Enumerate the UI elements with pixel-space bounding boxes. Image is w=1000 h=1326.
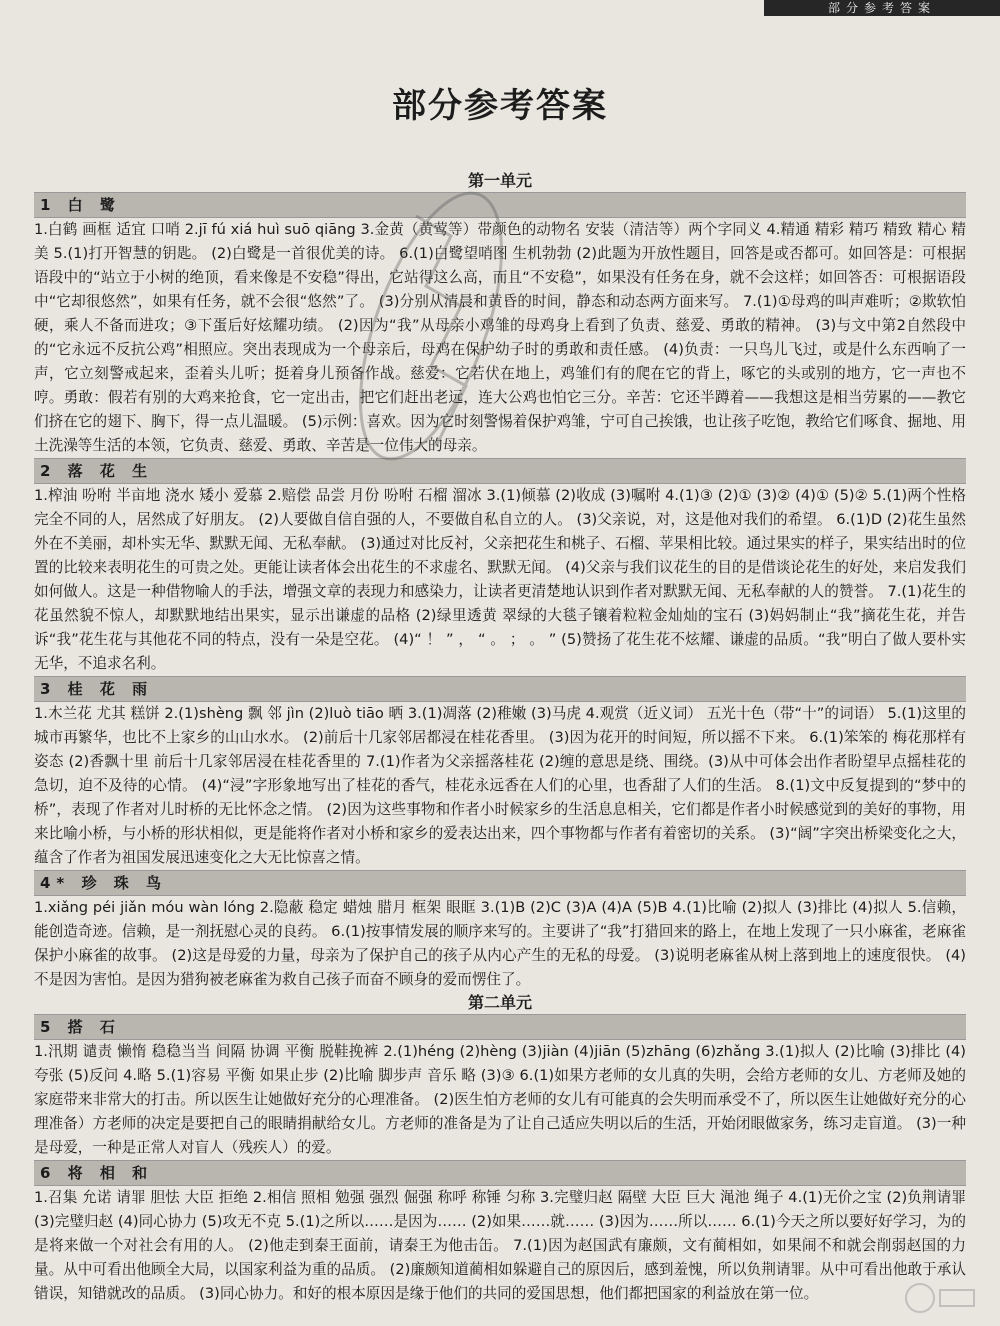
lesson-answer-text: 1.榨油 吩咐 半亩地 浇水 矮小 爱慕 2.赔偿 品尝 月份 吩咐 石榴 溜冰 3.(1)倾慕 (2)收成 (3)嘱咐 4.(1)③ (2)① (3)② (4)① (5)② 5.(1)两个性格完全不同的人，居然成了好朋友。 (2)人要做自信自强的人，不要做自私自立的人。 (3)父亲说，对，这是他对我们的希望。 6.(1)D (2)花生虽然外在不美丽，却朴实无华、默默无闻、无私奉献。 (3)通过对比反衬，父亲把花生和桃子、石榴、苹果相比较。通过果实的样子，果实结出时的位置的比较来表明花生的可贵之处。更能让读者体会出花生的不求虚名、默默无闻。 (4)父亲与我们议花生的目的是借谈论花生的好处，来启发我们如何做人。这是一种借物喻人的手法，增强文章的表现力和感染力，让读者更清楚地认识到作者对默默无闻、无私奉献的人的赞誉。 7.(1)花生的花虽然貌不惊人，却默默地结出果实，显示出谦虚的品格 (2)绿里透黄 翠绿的大毯子镶着粒粒金灿灿的宝石 (3)妈妈制止“我”摘花生花，并告诉“我”花生花与其他花不同的特点，没有一朵是空花。 (4)“ ！ ” ， “ 。 ； 。 ” (5)赞扬了花生花不炫耀、谦虚的品质。“我”明白了做人要朴实无华，不追求名利。 bbox=[34, 487, 966, 672]
lesson-answer-text: 1.召集 允诺 请罪 胆怯 大臣 拒绝 2.相信 照相 勉强 强烈 倔强 称呼 称锤 匀称 3.完璧归赵 隔壁 大臣 巨大 渑池 绳子 4.(1)无价之宝 (2)负荆请罪 (3)完璧归赵 (4)同心协力 (5)攻无不克 5.(1)之所以……是因为…… (2)如果……就…… (3)因为……所以…… 6.(1)今天之所以要好好学习，为的是将来做一个对社会有用的人。 (2)他走到秦王面前，请秦王为他击缶。 7.(1)因为赵国武有廉颇，文有蔺相如，如果闹不和就会削弱赵国的力量。从中可看出他顾全大局，以国家利益为重的品质。 (2)廉颇知道蔺相如躲避自己的原因后，感到羞愧，所以负荆请罪。从中可看出他敢于承认错误，知错就改的品质。 (3)同心协力。和好的根本原因是缘于他们的共同的爱国思想，他们都把国家的利益放在第一位。 bbox=[34, 1189, 966, 1302]
answer-content bbox=[34, 170, 966, 1306]
lesson-heading: 2 落 花 生 bbox=[34, 458, 966, 484]
page-title: 部分参考答案 bbox=[392, 86, 608, 126]
corner-tab: 部分参考答案 bbox=[764, 0, 1000, 16]
lesson-heading: 6 将 相 和 bbox=[34, 1160, 966, 1186]
lesson-heading: 4* 珍 珠 鸟 bbox=[34, 870, 966, 896]
lesson-section bbox=[34, 192, 966, 458]
lesson-heading: 3 桂 花 雨 bbox=[34, 676, 966, 702]
lesson-heading: 5 搭 石 bbox=[34, 1014, 966, 1040]
lesson-answer-text: 1.木兰花 尤其 糕饼 2.(1)shèng 飘 邻 jìn (2)luò tiāo 晒 3.(1)凋落 (2)稚嫩 (3)马虎 4.观赏（近义词） 五光十色（带“十”的词语） 5.(1)这里的城市再繁华，也比不上家乡的山山水水。 (2)前后十几家邻居都浸在桂花香里。 (3)因为花开的时间短，所以摇不下来。 6.(1)笨笨的 梅花那样有姿态 (2)香飘十里 前后十几家邻居浸在桂花香里的 7.(1)作者为父亲摇落桂花 (2)缠的意思是绕、围绕。(3)从中可体会出作者盼望早点摇桂花的急切，迫不及待的心情。 (4)“浸”字形象地写出了桂花的香气，桂花永远香在人们的心里，也香甜了人们的生活。 8.(1)文中反复提到的“梦中的桥”，表现了作者对儿时桥的无比怀念之情。 (2)因为这些事物和作者小时候家乡的生活息息相关，它们都是作者小时候感觉到的美好的事物，用来比喻小桥，与小桥的形状相似，更是能将作者对小桥和家乡的爱表达出来，四个事物都与作者有着密切的关系。 (3)“阔”字突出桥梁变化之大，蕴含了作者为祖国发展迅速变化之大无比惊喜之情。 bbox=[34, 705, 966, 866]
lesson-section bbox=[34, 1160, 966, 1306]
lesson-section bbox=[34, 1014, 966, 1160]
lesson-heading: 1 白 鹭 bbox=[34, 192, 966, 218]
unit-title: 第一单元 bbox=[467, 171, 532, 190]
unit-title: 第二单元 bbox=[467, 993, 532, 1012]
lesson-section bbox=[34, 458, 966, 676]
watermark-logo bbox=[900, 1278, 980, 1318]
lesson-answer-text: 1.白鹤 画框 适宜 口哨 2.jī fú xiá huì suō qiāng 3.金黄（黄莺等）带颜色的动物名 安装（清洁等）两个字同义 4.精通 精彩 精巧 精致 精心 精美 5.(1)打开智慧的钥匙。 (2)白鹭是一首很优美的诗。 6.(1)白鹭望哨图 生机勃勃 (2)此题为开放性题目，回答是或否都可。如回答是：可根据语段中的“站立于小树的绝顶，看来像是不安稳”得出，它站得这么高，而且“不安稳”，如果没有任务在身，就不会这样；如回答否：可根据语段中“它却很悠然”，如果有任务，就不会很“悠然”了。 (3)分别从清晨和黄昏的时间，静态和动态两方面来写。 7.(1)①母鸡的叫声难听；②欺软怕硬，乘人不备而进攻；③下蛋后好炫耀功绩。 (2)因为“我”从母亲小鸡雏的母鸡身上看到了负责、慈爱、勇敢的精神。 (3)与文中第2自然段中的“它永远不反抗公鸡”相照应。突出表现成为一个母亲后，母鸡在保护幼子时的勇敢和责任感。 (4)负责：一只鸟儿飞过，或是什么东西响了一声，它立刻警戒起来，歪着头儿听；挺着身儿预备作战。慈爱：它若伏在地上，鸡雏们有的爬在它的背上，啄它的头或别的地方，它一声也不哼。勇敢：假若有别的大鸡来抢食，它一定出击，把它们赶出老远，连大公鸡也怕它三分。辛苦：它还半蹲着——我想这是相当劳累的——教它们挤在它的翅下、胸下，得一点儿温暖。 (5)示例：喜欢。因为它时刻警惕着保护鸡雏，宁可自己挨饿，也让孩子吃饱，教给它们啄食、掘地、用土洗澡等生活的本领，它负责、慈爱、勇敢、辛苦是一位伟大的母亲。 bbox=[34, 221, 966, 454]
lesson-answer-text: 1.xiǎng péi jiǎn móu wàn lóng 2.隐蔽 稳定 蜡烛 腊月 框架 眼眶 3.(1)B (2)C (3)A (4)A (5)B 4.(1)比喻 (2)拟人 (3)排比 (4)拟人 5.信赖，能创造奇迹。信赖，是一剂抚慰心灵的良药。 6.(1)按事情发展的顺序来写的。主要讲了“我”打猎回来的路上，在地上发现了一只小麻雀，老麻雀保护小麻雀的故事。 (2)这是母爱的力量，母亲为了保护自己的孩子从内心产生的无私的母爱。 (3)说明老麻雀从树上落到地上的速度很快。 (4)不是因为害怕。是因为猎狗被老麻雀为救自己孩子而奋不顾身的爱而愣住了。 bbox=[34, 899, 966, 988]
lesson-section bbox=[34, 870, 966, 992]
lesson-section bbox=[34, 676, 966, 870]
lesson-answer-text: 1.汛期 谴责 懒惰 稳稳当当 间隔 协调 平衡 脱鞋挽裤 2.(1)héng (2)hèng (3)jiàn (4)jiān (5)zhāng (6)zhǎng 3.(1)拟人 (2)比喻 (3)排比 (4)夸张 (5)反问 4.略 5.(1)容易 平衡 如果止步 (2)比喻 脚步声 音乐 略 (3)③ 6.(1)如果方老师的女儿真的失明，会给方老师的女儿、方老师及她的家庭带来非常大的打击。所以医生让她做好充分的心理准备。 (2)医生怕方老师的女儿有可能真的会失明而承受不了，所以医生让她做好充分的心理准备）方老师的决定是要把自己的眼睛捐献给女儿。方老师的准备是为了让自己适应失明以后的生活，开始闭眼做家务，练习走盲道。 (3)一种是母爱，一种是正常人对盲人（残疾人）的爱。 bbox=[34, 1043, 966, 1156]
